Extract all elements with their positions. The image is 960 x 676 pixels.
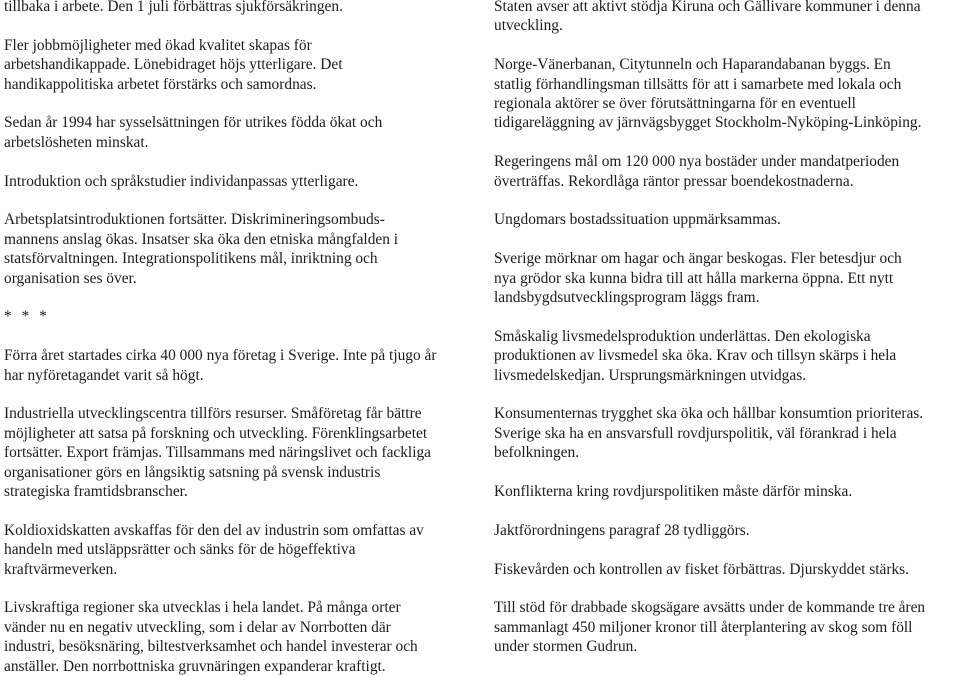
paragraph-kiruna-gallivare: Staten avser att aktivt stödja Kiruna och Gällivare kommuner i denna utveckling. bbox=[494, 0, 921, 35]
paragraph-disability-jobs: Fler jobbmöjligheter med ökad kvalitet skapas för arbetshandikappade. Lönebidraget höjs ytterligare. Det handikappolitiska arbetet förstärks och samordnas. bbox=[4, 36, 343, 93]
paragraph-consumer-safety: Konsumenternas trygghet ska öka och hållbar konsumtion prioriteras. Sverige ska ha en ansvarsfull rovdjurspolitik, väl förankrad i hela befolkningen. bbox=[494, 405, 924, 462]
paragraph-industrial-development: Industriella utvecklingscentra tillförs resurser. Småföretag får bättre möjligheter att satsa på forskning och utveckling. Förenklingsarbetet fortsätter. Export främjas. Tillsammans med näringslivet och fackliga organisationer görs en långsiktig satsning på svensk industris strategiska framtidsbranscher. bbox=[4, 405, 431, 501]
paragraph-hunting-regulation: Jaktförordningens paragraf 28 tydliggörs. bbox=[494, 521, 750, 539]
paragraph-forest-storm-support: Till stöd för drabbade skogsägare avsätts under de kommande tre åren sammanlagt 450 miljoner kronor till återplantering av skog som föll under stormen Gudrun. bbox=[494, 599, 926, 656]
paragraph-food-production: Småskalig livsmedelsproduktion underlättas. Den ekologiska produktionen av livsmedel ska öka. Krav och tillsyn skärps i hela livsmedelskedjan. Ursprungsmärkningen utvidgas. bbox=[494, 327, 897, 384]
paragraph-carbon-tax: Koldioxidskatten avskaffas för den del av industrin som omfattas av handeln med utsläppsrätter och sänks för de högeffektiva kraftvärmeverken. bbox=[4, 521, 424, 578]
paragraph-fisheries: Fiskevården och kontrollen av fisket förbättras. Djurskyddet stärks. bbox=[494, 560, 910, 578]
paragraph-railways: Norge-Vänerbanan, Citytunneln och Haparandabanan byggs. En statlig förhandlingsman tillsätts för att i samarbete med lokala och regionala aktörer se över förutsättningarna för en eventuell tidigareläggning av järnvägsbygget Stockholm-Nyköping-Linköping. bbox=[494, 56, 922, 132]
section-separator: * * * bbox=[4, 308, 50, 326]
paragraph-sickness-insurance: tillbaka i arbete. Den 1 juli förbättras sjukförsäkringen. bbox=[4, 0, 343, 15]
paragraph-regions: Livskraftiga regioner ska utvecklas i hela landet. På många orter vänder nu en negativ utveckling, som i delar av Norrbotten där industri, besöksnäring, biltestverksamhet och handel investerar och anställer. Den norrbottniska gruvnäringen expanderar kraftigt. bbox=[4, 599, 418, 675]
paragraph-new-companies: Förra året startades cirka 40 000 nya företag i Sverige. Inte på tjugo år har nyföretagandet varit så högt. bbox=[4, 347, 437, 384]
paragraph-housing-goal: Regeringens mål om 120 000 nya bostäder under mandatperioden överträffas. Rekordlåga räntor pressar boendekostnaderna. bbox=[494, 153, 900, 190]
paragraph-youth-housing: Ungdomars bostadssituation uppmärksammas. bbox=[494, 211, 781, 229]
right-text-column bbox=[494, 0, 960, 657]
paragraph-pastures: Sverige mörknar om hagar och ängar beskogas. Fler betesdjur och nya grödor ska kunna bidra till att hålla markerna öppna. Ett nytt landsbygdsutvecklingsprogram läggs fram. bbox=[494, 250, 902, 307]
paragraph-discrimination-ombudsman: Arbetsplatsintroduktionen fortsätter. Diskrimineringsombuds- mannens anslag ökas. Insatser ska öka den etniska mångfalden i statsförvaltningen. Integrationspolitikens mål, inriktning och organisation ses över. bbox=[4, 211, 399, 287]
paragraph-predator-conflicts: Konflikterna kring rovdjurspolitiken måste därför minska. bbox=[494, 483, 853, 501]
left-text-column bbox=[4, 0, 474, 676]
paragraph-introduction-language: Introduktion och språkstudier individanpassas ytterligare. bbox=[4, 172, 359, 190]
paragraph-foreign-born-employment: Sedan år 1994 har sysselsättningen för utrikes födda ökat och arbetslösheten minskat. bbox=[4, 114, 383, 151]
